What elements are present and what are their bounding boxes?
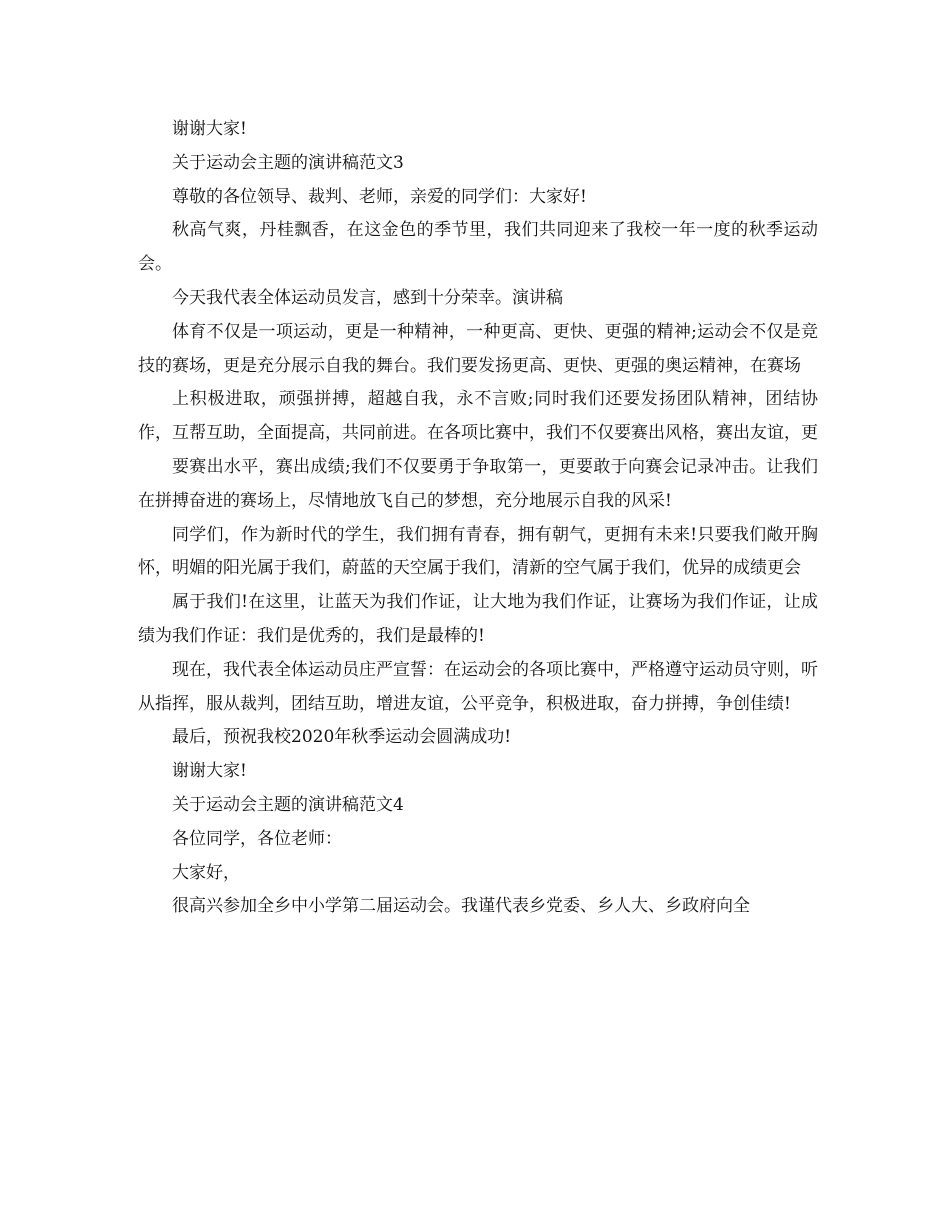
paragraph: 谢谢大家! <box>172 119 247 139</box>
paragraph: 最后，预祝我校2020年秋季运动会圆满成功! <box>172 727 512 748</box>
paragraph: 属于我们!在这里，让蓝天为我们作证，让大地为我们作证，让赛场为我们作证，让成绩为我们作证：我们是优秀的，我们是最棒的! <box>138 592 818 646</box>
paragraph: 要赛出水平，赛出成绩;我们不仅要勇于争取第一，更要敢于向赛会记录冲击。让我们在拼搏奋进的赛场上，尽情地放飞自己的梦想，充分地展示自我的风采! <box>138 456 818 511</box>
paragraph: 尊敬的各位领导、裁判、老师，亲爱的同学们：大家好! <box>172 186 587 207</box>
paragraph: 各位同学，各位老师： <box>172 828 342 849</box>
paragraph: 现在，我代表全体运动员庄严宣誓：在运动会的各项比赛中，严格遵守运动员守则，听从指挥，服从裁判，团结互助，增进友谊，公平竞争，积极进取，奋力拼搏，争创佳绩! <box>138 659 818 714</box>
document-body <box>138 113 818 924</box>
paragraph: 体育不仅是一项运动，更是一种精神，一种更高、更快、更强的精神;运动会不仅是竞技的赛场，更是充分展示自我的舞台。我们要发扬更高、更快、更强的奥运精神，在赛场 <box>138 321 818 376</box>
paragraph: 秋高气爽，丹桂飘香，在这金色的季节里，我们共同迎来了我校一年一度的秋季运动会。 <box>138 220 818 275</box>
paragraph: 同学们，作为新时代的学生，我们拥有青春，拥有朝气，更拥有未来!只要我们敞开胸怀，明媚的阳光属于我们，蔚蓝的天空属于我们，清新的空气属于我们，优异的成绩更会 <box>138 524 818 579</box>
paragraph: 很高兴参加全乡中小学第二届运动会。我谨代表乡党委、乡人大、乡政府向全 <box>172 896 750 917</box>
section-heading: 关于运动会主题的演讲稿范文3 <box>172 152 404 173</box>
paragraph: 上积极进取，顽强拼搏，超越自我，永不言败;同时我们还要发扬团队精神，团结协作，互帮互助，全面提高，共同前进。在各项比赛中，我们不仅要赛出风格，赛出友谊，更 <box>138 389 818 444</box>
paragraph: 大家好， <box>172 862 240 883</box>
section-heading: 关于运动会主题的演讲稿范文4 <box>172 794 404 815</box>
paragraph: 今天我代表全体运动员发言，感到十分荣幸。演讲稿 <box>172 287 563 308</box>
paragraph: 谢谢大家! <box>172 761 247 782</box>
